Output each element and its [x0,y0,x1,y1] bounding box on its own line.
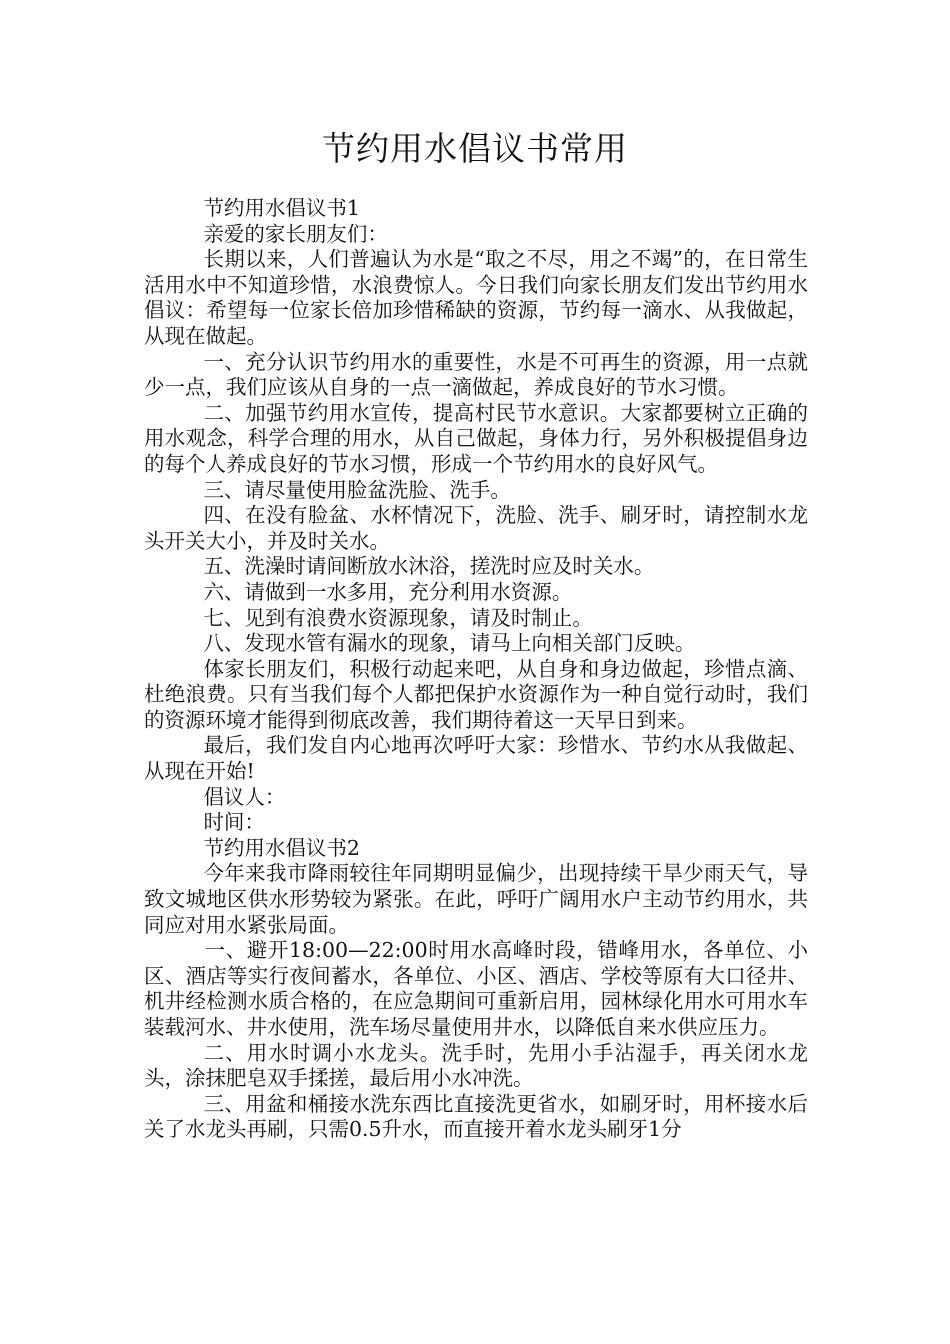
paragraph: 一、避开18:00—22:00时用水高峰时段，错峰用水，各单位、小区、酒店等实行夜间蓄水，各单位、小区、酒店、学校等原有大口径井、机井经检测水质合格的，在应急期间可重新启用，园林绿化用水可用水车装载河水、井水使用，洗车场尽量使用井水，以降低自来水供应压力。 [144,938,808,1039]
paragraph: 三、用盆和桶接水洗东西比直接洗更省水，如刷牙时，用杯接水后关了水龙头再刷，只需0.5升水，而直接开着水龙头刷牙1分 [144,1091,808,1142]
document-title: 节约用水倡议书常用 [322,129,628,168]
paragraph: 长期以来，人们普遍认为水是“取之不尽，用之不竭”的，在日常生活用水中不知道珍惜，水浪费惊人。今日我们向家长朋友们发出节约用水倡议：希望每一位家长倍加珍惜稀缺的资源，节约每一滴水、从我做起，从现在做起。 [144,247,808,348]
paragraph: 最后，我们发自内心地再次呼吁大家：珍惜水、节约水从我做起、从现在开始! [144,733,808,784]
paragraph-heading-1: 节约用水倡议书1 [203,196,360,220]
paragraph: 一、充分认识节约用水的重要性，水是不可再生的资源，用一点就少一点，我们应该从自身的一点一滴做起，养成良好的节水习惯。 [144,349,808,400]
paragraph: 四、在没有脸盆、水杯情况下，洗脸、洗手、刷牙时，请控制水龙头开关大小，并及时关水。 [144,503,808,553]
paragraph-salutation: 亲爱的家长朋友们： [203,221,388,246]
paragraph-heading-2: 节约用水倡议书2 [203,835,360,860]
paragraph: 五、洗澡时请间断放水沐浴，搓洗时应及时关水。 [203,554,655,579]
paragraph-date: 时间： [203,810,265,835]
paragraph: 二、加强节约用水宣传，提高村民节水意识。大家都要树立正确的用水观念，科学合理的用水，从自己做起，身体力行，另外积极提倡身边的每个人养成良好的节水习惯，形成一个节约用水的良好风气。 [144,400,808,476]
paragraph: 八、发现水管有漏水的现象，请马上向相关部门反映。 [203,631,696,656]
paragraph: 体家长朋友们，积极行动起来吧，从自身和身边做起，珍惜点滴、杜绝浪费。只有当我们每个人都把保护水资源作为一种自觉行动时，我们的资源环境才能得到彻底改善，我们期待着这一天早日到来。 [144,656,808,732]
paragraph: 六、请做到一水多用，充分利用水资源。 [203,579,573,604]
document-body [144,196,808,1143]
paragraph-signature: 倡议人： [203,784,286,809]
paragraph: 今年来我市降雨较往年同期明显偏少，出现持续干旱少雨天气，导致文城地区供水形势较为紧张。在此，呼吁广阔用水户主动节约用水，共同应对用水紧张局面。 [144,861,808,937]
paragraph: 三、请尽量使用脸盆洗脸、洗手。 [203,477,511,502]
paragraph: 七、见到有浪费水资源现象，请及时制止。 [203,605,593,630]
paragraph: 二、用水时调小水龙头。洗手时，先用小手沾湿手，再关闭水龙头，涂抹肥皂双手揉搓，最后用小水冲洗。 [144,1040,808,1091]
